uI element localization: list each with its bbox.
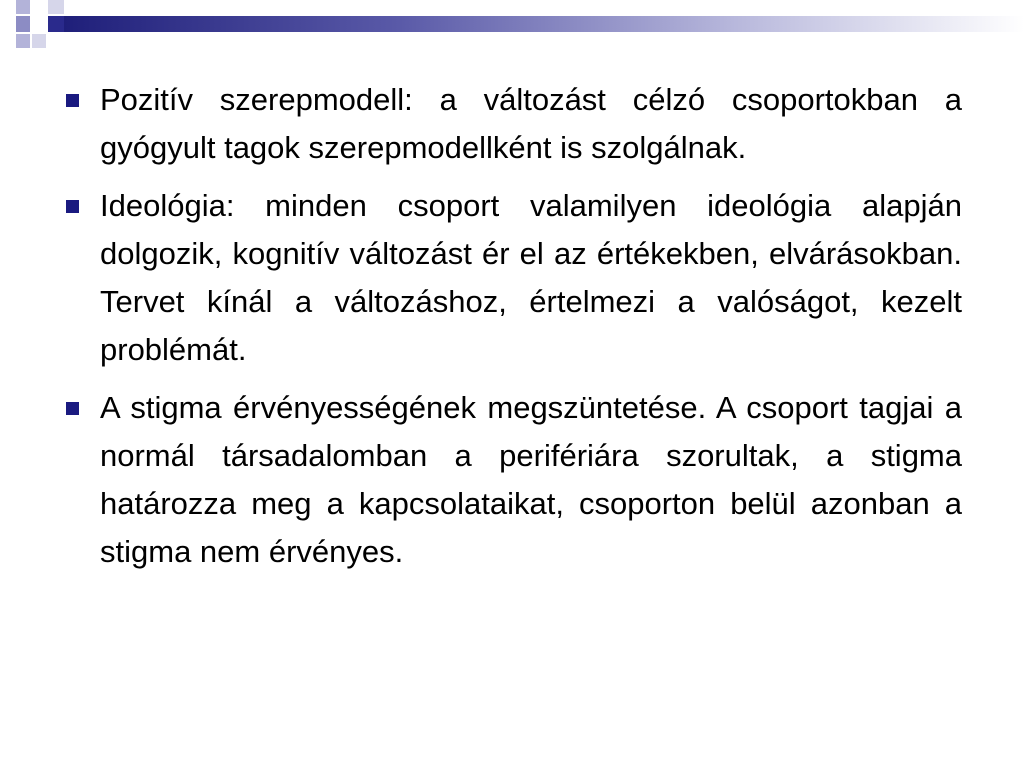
square-bullet-icon [66,200,79,213]
bullet-item [62,76,962,172]
top-gradient-bar [64,16,1024,32]
square-bullet-icon [66,402,79,415]
corner-decoration [0,0,80,64]
bullet-text: A stigma érvényességének megszüntetése. A csoport tagjai a normál társadalomban a perifériára szorultak, a stigma határozza meg a kapcsolataikat, csoporton belül azonban a stigma nem érvényes. [100,390,962,569]
bullet-text: Pozitív szerepmodell: a változást célzó csoportokban a gyógyult tagok szerepmodellként is szolgálnak. [100,82,962,165]
bullet-list [62,76,962,586]
bullet-item [62,384,962,576]
square-bullet-icon [66,94,79,107]
bullet-item [62,182,962,374]
bullet-text: Ideológia: minden csoport valamilyen ideológia alapján dolgozik, kognitív változást ér el az értékekben, elvárásokban. Tervet kínál a változáshoz, értelmezi a valóságot, kezelt problémát. [100,188,962,367]
